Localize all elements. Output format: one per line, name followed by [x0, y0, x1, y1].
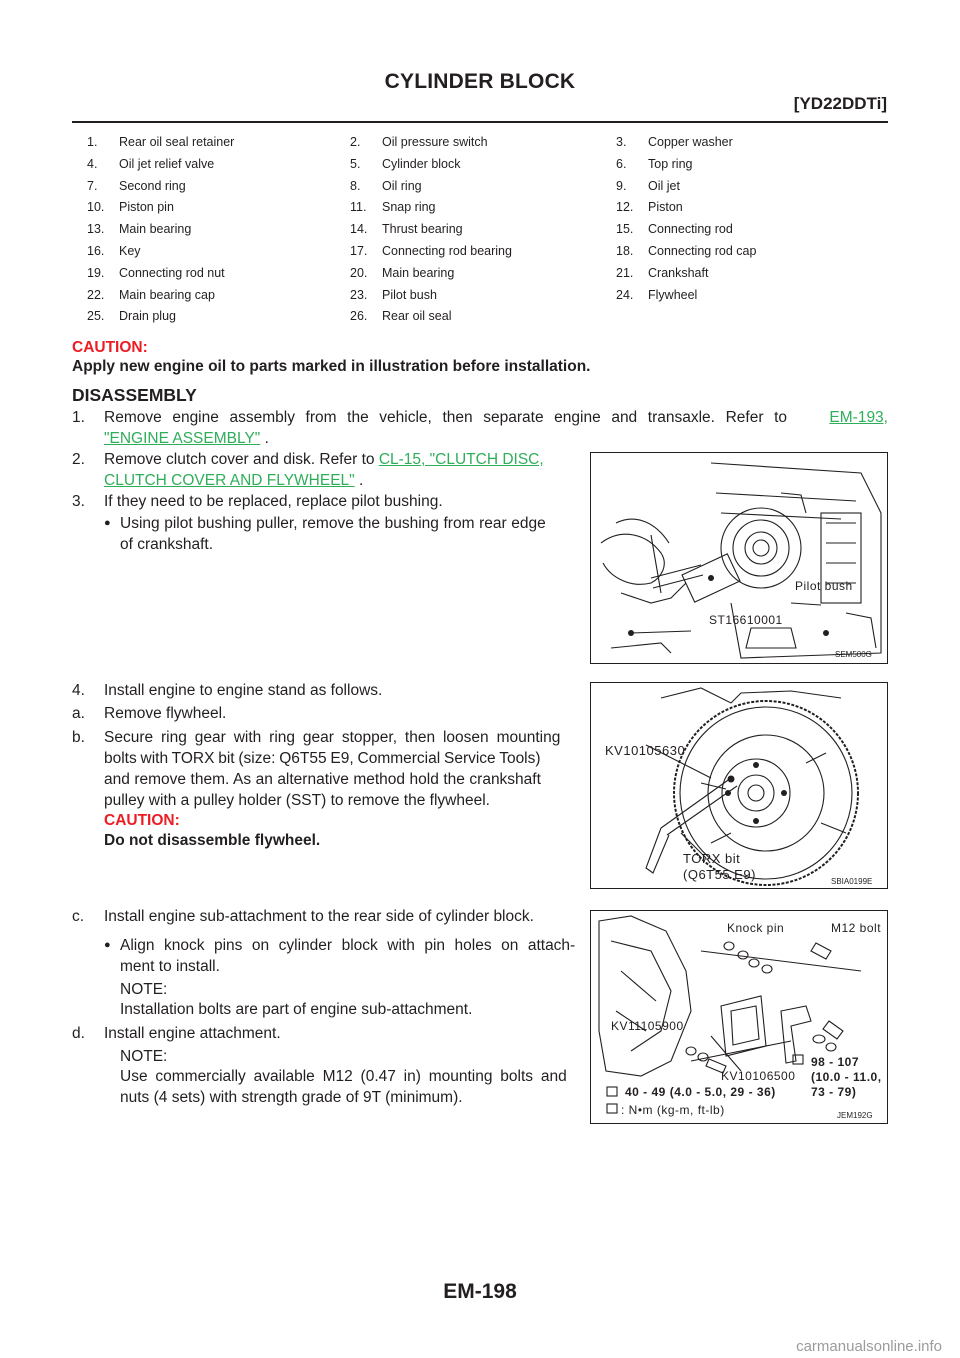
step-a-text: Remove flywheel. — [104, 705, 227, 722]
figure-flywheel — [590, 682, 888, 889]
legend-number: 17. — [350, 244, 368, 258]
step-1-number: 1. — [72, 409, 85, 426]
legend-text: Connecting rod nut — [119, 265, 225, 280]
step-d-text: Install engine attachment. — [104, 1025, 281, 1042]
legend-number: 6. — [616, 156, 627, 171]
step-1 — [104, 407, 888, 428]
label-torque-40-49: 40 - 49 (4.0 - 5.0, 29 - 36) — [625, 1085, 776, 1099]
legend-item — [87, 157, 214, 171]
legend-item — [350, 288, 437, 302]
legend-number: 14. — [350, 222, 368, 237]
label-torque-98-107: 98 - 107 — [811, 1055, 860, 1069]
legend-item — [87, 288, 215, 302]
pilot-bush-illustration — [591, 453, 887, 663]
legend-item — [616, 288, 697, 302]
step-d-note-heading: NOTE: — [120, 1048, 168, 1065]
legend-item — [616, 222, 733, 236]
legend-text: Rear oil seal retainer — [119, 135, 235, 149]
legend-item — [350, 135, 488, 149]
legend-text: Oil pressure switch — [382, 135, 488, 149]
legend-item — [87, 244, 141, 258]
legend-text: Key — [119, 244, 141, 258]
step-d-letter: d. — [72, 1025, 85, 1042]
legend-number: 3. — [616, 135, 627, 149]
legend-number: 11. — [350, 200, 367, 215]
legend-text: Main bearing — [119, 222, 192, 237]
link-em-193[interactable]: EM-193, — [829, 409, 888, 426]
legend-number: 16. — [87, 244, 105, 258]
step-3-text: If they need to be replaced, replace pilot bushing. — [104, 493, 443, 510]
legend-text: Copper washer — [648, 135, 733, 149]
step-c-text: Install engine sub-attachment to the rear side of cylinder block. — [104, 908, 534, 925]
step-4-number: 4. — [72, 682, 85, 699]
page-title: CYLINDER BLOCK — [384, 70, 576, 93]
legend-item — [616, 179, 680, 193]
legend-number: 18. — [616, 244, 634, 258]
legend-item — [616, 266, 708, 280]
label-pilot-bush: Pilot bush — [795, 579, 853, 593]
step-2-number: 2. — [72, 451, 85, 468]
legend-number: 12. — [616, 200, 634, 215]
label-torx-bit: TORX bit — [683, 851, 741, 866]
legend-text: Connecting rod cap — [648, 244, 757, 258]
legend-number: 10. — [87, 200, 105, 215]
caution-heading: CAUTION: — [72, 339, 148, 356]
caution-text: Apply new engine oil to parts marked in illustration before installation. — [72, 358, 591, 375]
header-rule — [72, 121, 888, 123]
legend-item — [87, 309, 176, 323]
watermark: carmanualsonline.info — [796, 1338, 942, 1355]
bullet-icon: ● — [104, 517, 111, 529]
legend-text: Main bearing cap — [119, 287, 215, 302]
legend-item — [350, 244, 512, 258]
legend-item — [87, 200, 174, 214]
legend-text: Cylinder block — [382, 156, 461, 171]
label-knock-pin: Knock pin — [727, 921, 785, 935]
step-1-line2: "ENGINE ASSEMBLY" . — [104, 430, 269, 447]
legend-text: Pilot bush — [382, 287, 437, 302]
legend-text: Crankshaft — [648, 265, 709, 280]
legend-text: Connecting rod — [648, 222, 733, 237]
step-b-text: Secure ring gear with ring gear stopper, then loosen mounting bolts with TORX bit (size: Q6T55 E9, Commercial Service Tools) and remove them. As an alternative method hold the crankshaft pulley with a pulley holder (SST) to remove the flywheel. — [104, 729, 561, 809]
step-c-bullet: Align knock pins on cylinder block with pin holes on attach- ment to install. — [120, 937, 576, 975]
label-m12-bolt: M12 bolt — [831, 921, 882, 935]
step-b-caution-heading: CAUTION: — [104, 812, 180, 829]
legend-item — [350, 309, 451, 323]
legend-text: Oil jet relief valve — [119, 156, 215, 171]
label-q6t55-e9: (Q6T55 E9) — [683, 867, 756, 882]
legend-number: 22. — [87, 287, 105, 302]
legend-number: 15. — [616, 222, 634, 237]
legend-item — [350, 200, 436, 214]
step-a-letter: a. — [72, 705, 85, 722]
legend-number: 1. — [87, 135, 98, 149]
label-torque-10-11: (10.0 - 11.0, — [811, 1070, 882, 1084]
legend-number: 20. — [350, 265, 368, 280]
label-kv10105630: KV10105630 — [605, 743, 686, 758]
legend-item — [616, 135, 733, 149]
legend-text: Rear oil seal — [382, 309, 452, 324]
legend-item — [616, 157, 692, 171]
legend-number: 5. — [350, 156, 361, 171]
legend-number: 25. — [87, 309, 105, 324]
figure-id: JEM192G — [837, 1111, 873, 1120]
legend-number: 13. — [87, 222, 105, 237]
figure-id: SEM500G — [835, 650, 872, 659]
step-b-letter: b. — [72, 729, 85, 746]
legend-number: 24. — [616, 287, 634, 302]
label-torque-73-79: 73 - 79) — [811, 1085, 857, 1099]
section-heading: DISASSEMBLY — [72, 385, 197, 405]
step-1-text: Remove engine assembly from the vehicle, then separate engine and transaxle. Refer to — [104, 409, 788, 426]
legend-item — [350, 157, 461, 171]
bullet-icon: ● — [104, 939, 111, 951]
legend-item — [616, 244, 756, 258]
legend-number: 7. — [87, 178, 98, 193]
link-clutch-cover[interactable]: CLUTCH COVER AND FLYWHEEL" — [104, 472, 355, 489]
legend-number: 9. — [616, 178, 627, 193]
legend-item — [87, 266, 225, 280]
legend-text: Flywheel — [648, 287, 698, 302]
legend-number: 2. — [350, 135, 361, 149]
legend-text: Thrust bearing — [382, 222, 463, 237]
step-c-note-text: Installation bolts are part of engine sub-attachment. — [120, 1001, 473, 1018]
legend-item — [350, 179, 422, 193]
legend-text: Snap ring — [382, 200, 436, 215]
legend-text: Piston pin — [119, 200, 174, 215]
legend-number: 19. — [87, 265, 105, 280]
engine-code: [YD22DDTi] — [793, 94, 887, 113]
legend-text: Main bearing — [382, 265, 455, 280]
legend-text: Oil jet — [648, 178, 680, 193]
step-d-note-text: Use commercially available M12 (0.47 in) mounting bolts and nuts (4 sets) with strength grade of 9T (minimum). — [120, 1068, 567, 1106]
link-engine-assembly[interactable]: "ENGINE ASSEMBLY" — [104, 430, 261, 447]
legend-item — [87, 222, 191, 236]
page-number: EM-198 — [443, 1280, 517, 1303]
step-2-line2: CLUTCH COVER AND FLYWHEEL" . — [104, 472, 364, 489]
legend-text: Top ring — [648, 156, 693, 171]
step-3-number: 3. — [72, 493, 85, 510]
legend-item — [87, 135, 234, 149]
step-2 — [104, 449, 544, 470]
label-kv11105900: KV11105900 — [611, 1019, 684, 1033]
step-c-note-heading: NOTE: — [120, 981, 168, 998]
step-3-bullet: Using pilot bushing puller, remove the bushing from rear edge of crankshaft. — [120, 515, 546, 553]
step-2-text: Remove clutch cover and disk. Refer to — [104, 451, 375, 468]
label-kv10106500: KV10106500 — [721, 1069, 796, 1083]
legend-number: 23. — [350, 287, 368, 302]
label-torque-units: : N•m (kg-m, ft-lb) — [621, 1103, 725, 1117]
legend-text: Drain plug — [119, 309, 176, 324]
link-cl-15[interactable]: CL-15, "CLUTCH DISC, — [378, 451, 544, 468]
step-c-letter: c. — [72, 908, 85, 925]
legend-text: Piston — [648, 200, 683, 215]
legend-number: 8. — [350, 178, 361, 193]
label-st16610001: ST16610001 — [709, 613, 783, 627]
legend-number: 26. — [350, 309, 368, 324]
figure-pilot-bush — [590, 452, 888, 664]
legend-number: 4. — [87, 156, 98, 171]
step-b-caution-text: Do not disassemble flywheel. — [104, 832, 321, 849]
legend-number: 21. — [616, 265, 634, 280]
legend-item — [87, 179, 186, 193]
legend-item — [616, 200, 683, 214]
legend-item — [350, 222, 463, 236]
legend-text: Second ring — [119, 178, 186, 193]
step-4-text: Install engine to engine stand as follows. — [104, 682, 383, 699]
figure-id: SBIA0199E — [831, 877, 873, 886]
legend-text: Connecting rod bearing — [382, 244, 512, 258]
legend-item — [350, 266, 454, 280]
legend-text: Oil ring — [382, 178, 422, 193]
figure-engine-attachment — [590, 910, 888, 1124]
